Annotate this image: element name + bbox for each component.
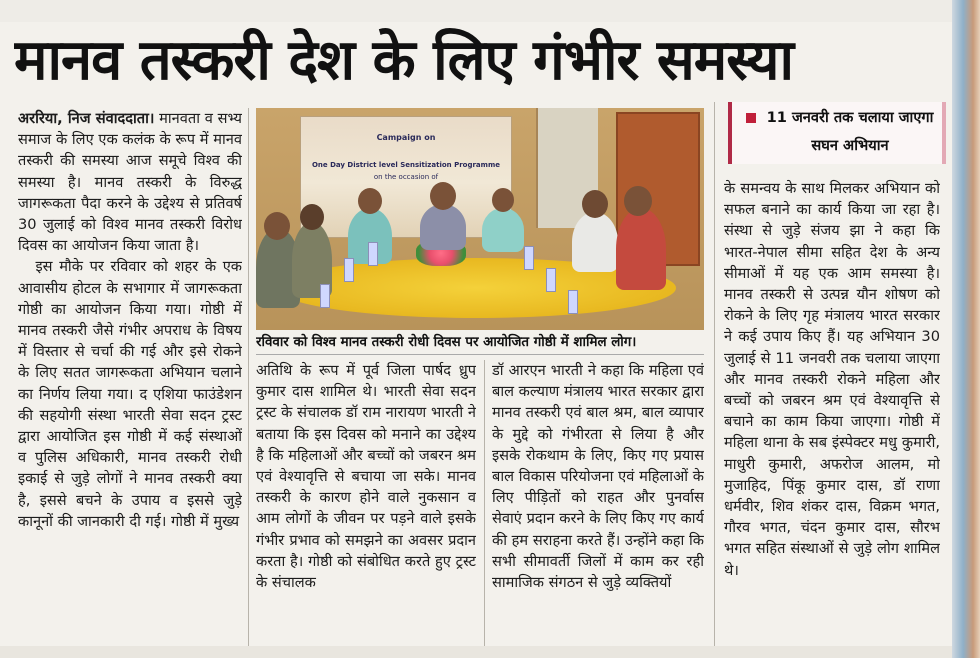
banner-line: Campaign on [376,133,436,142]
water-bottle [524,246,534,270]
headline: मानव तस्करी देश के लिए गंभीर समस्या [14,28,793,93]
paragraph-5: के समन्वय के साथ मिलकर अभियान को सफल बनाने का कार्य किया जा रहा है। संस्था से जुड़े संजय झा ने कहा कि भारत-नेपाल सीमा सहित देश के अन्य सीमाओं में यह एक आम समस्या है। मानव तस्करी से उत्पन्न यौन शोषण को रोकने के लिए गृह मंत्रालय भारत सरकार ने कई उपाय किए हैं। यह अभियान 30 जुलाई से 11 जनवरी तक चलाया जाएगा और मानव तस्करी रोकने महिला और बच्चों को जबरन श्रम एवं वेश्यावृत्ति से बचाने का काम किया जाएगा। गोष्ठी में महिला थाना के सब इंस्पेक्टर मधु कुमारी, माधुरी कुमारी, अफरोज आलम, मो मुजाहिद, पिंकू कुमार दास, डॉ राणा धर्मवीर, शिव शंकर दास, विक्रम भगत, गौरव भगत, चंदन कुमार दास, सौरभ भगत सहित संस्थाओं से जुड़े लोग शामिल थे। [724,180,940,579]
page-top-edge [0,0,952,22]
column-divider [714,102,715,648]
photo-caption: रविवार को विश्व मानव तस्करी रोधी दिवस पर आयोजित गोष्ठी में शामिल लोग। [256,332,704,355]
page-bottom-edge [0,646,952,658]
water-bottle [568,290,578,314]
paragraph-4: डॉ आरएन भारती ने कहा कि महिला एवं बाल कल्याण मंत्रालय भारत सरकार द्वारा मानव तस्करी एवं बाल श्रम, बाल व्यापार के मुद्दे को गंभीरता से लिया है और इसके रोकथाम के लिए, किए गए प्रयास बाल विकास परियोजना एवं महिलाओं के लिए पीड़ितों को राहत और पुनर्वास सेवाएं प्रदान करने के लिए किए गए कार्य की हम सराहना करते हैं। उन्होंने कहा कि सभी सीमावर्ती जिलों में काम कर रही सामाजिक संगठन से जुड़े व्यक्तियों [492,362,704,592]
article-column-2 [256,360,476,650]
highlight-box [728,102,946,164]
person [482,208,524,252]
water-bottle [546,268,556,292]
bullet-square-icon [746,113,756,123]
person-head [582,190,608,218]
paragraph-2: इस मौके पर रविवार को शहर के एक आवासीय होटल के सभागार में जागरूकता गोष्ठी का आयोजन किया गया। गोष्ठी में मानव तस्करी जैसे गंभीर अपराध के विषय में विस्तार से चर्चा की गई और इसे रोकने के लिए सतत जागरूकता अभियान चलाने का निर्णय लिया गया। द एशिया फाउंडेशन की सहयोगी संस्था भारती सेवा सदन ट्रस्ट द्वारा आयोजित इस गोष्ठी में कई संस्थाओं व पुलिस अधिकारी, मानव तस्करी रोधी इकाई से जुड़े लोगों ने मानव तस्करी क्या है, इससे बचने के उपाय व इससे जुड़े कानूनों की जानकारी दी गई। गोष्ठी में मुख्य [18,258,242,530]
article-column-3 [492,360,704,650]
dateline: अररिया, निज संवाददाता। [18,110,155,127]
highlight-text: 11 जनवरी तक चलाया जाएगा सघन अभियान [766,109,934,154]
person [616,208,666,290]
person [420,204,466,250]
banner-line: One Day District level Sensitization Programme [311,161,500,169]
adjacent-photo-strip [952,0,980,658]
article-column-1 [18,108,242,648]
water-bottle [344,258,354,282]
campaign-banner [300,116,512,238]
person-head [624,186,652,216]
person-head [358,188,382,214]
person-head [492,188,514,212]
column-divider [248,108,249,648]
water-bottle [368,242,378,266]
event-photo [256,108,704,330]
banner-line: on the occasion of [373,173,439,181]
water-bottle [320,284,330,308]
column-divider [484,360,485,648]
paragraph-3: अतिथि के रूप में पूर्व जिला पार्षद ध्रुप कुमार दास शामिल थे। भारती सेवा सदन ट्रस्ट के संचालक डॉ राम नारायण भारती ने बताया कि इस दिवस को मनाने का उद्देश्य है कि महिलाओं और बच्चों को जबरन श्रम एवं वेश्यावृत्ति से बचाया जा सके। मानव तस्करी के कारण होने वाले नुकसान व आम लोगों के जीवन पर पड़ने वाले इसके गंभीर प्रभाव को समझने का अवसर प्रदान करता है। गोष्ठी को संबोधित करते हुए ट्रस्ट के संचालक [256,362,476,592]
paragraph-1: मानवता व सभ्य समाज के लिए एक कलंक के रूप में मानव तस्करी की समस्या आज समूचे विश्व की समस्या है। मानव तस्करी के विरुद्ध जागरूकता पैदा करने के उद्देश्य से प्रतिवर्ष 30 जुलाई को विश्व मानव तस्करी विरोध दिवस का आयोजन किया जाता है। [18,110,242,255]
person [572,212,618,272]
person-head [264,212,290,240]
article-column-4 [724,178,940,648]
person-head [430,182,456,210]
person-head [300,204,324,230]
